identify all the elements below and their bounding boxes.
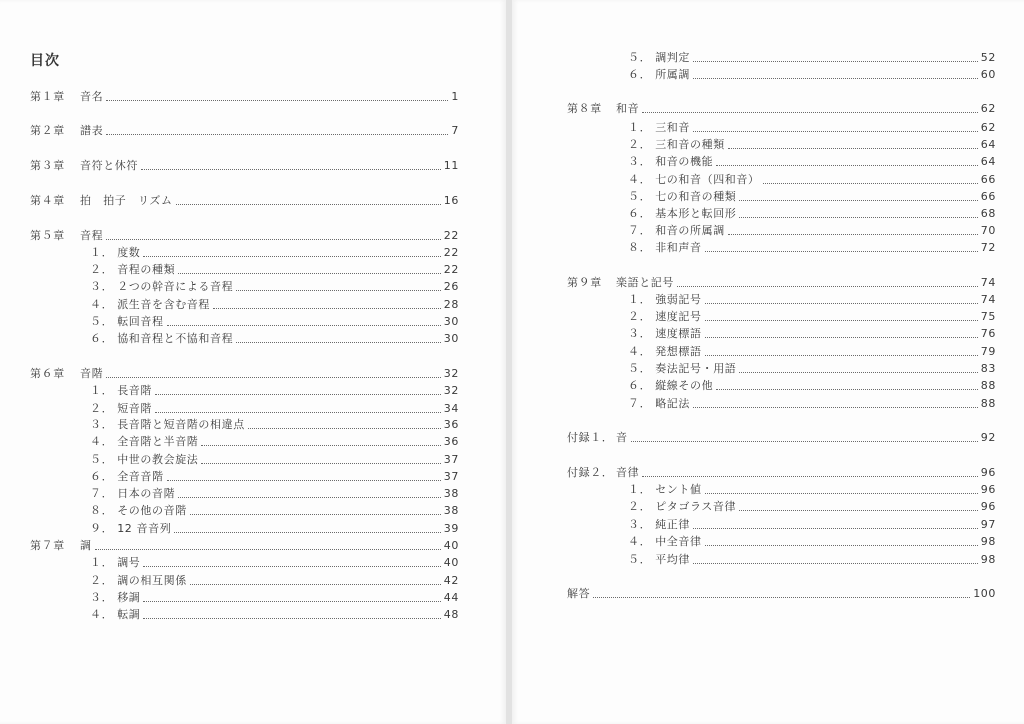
section-number: ２． <box>628 310 652 323</box>
dot-leader <box>705 355 978 356</box>
toc-entry-left-22[interactable] <box>90 556 459 570</box>
dot-leader <box>167 325 441 326</box>
dot-leader <box>739 510 978 511</box>
dot-leader <box>763 183 978 184</box>
section-number: １． <box>628 483 652 496</box>
section-number: ５． <box>90 453 114 466</box>
dot-leader <box>716 389 978 390</box>
chapter-title: 音名 <box>80 90 104 103</box>
section-number: １． <box>628 293 652 306</box>
section-number: ８． <box>628 241 652 254</box>
page-number: 64 <box>980 138 996 151</box>
page-number: 98 <box>980 535 996 548</box>
section-title: 縦線その他 <box>655 379 714 392</box>
dot-leader <box>106 134 448 135</box>
dot-leader <box>642 476 978 477</box>
toc-entry-right-16[interactable] <box>628 362 996 376</box>
section-number: ６． <box>628 379 652 392</box>
chapter-number: 付録１． <box>567 431 614 444</box>
toc-title: 目次 <box>30 53 60 69</box>
toc-entry-right-23[interactable] <box>628 518 996 532</box>
section-title: 12 音音列 <box>117 522 172 535</box>
section-number: ４． <box>90 435 114 448</box>
dot-leader <box>739 200 977 201</box>
section-number: １． <box>90 246 114 259</box>
page-number: 92 <box>980 431 996 444</box>
chapter-title: 拍 拍子 リズム <box>80 194 173 207</box>
dot-leader <box>174 532 441 533</box>
section-title: その他の音階 <box>117 504 187 517</box>
page-number: 66 <box>980 173 996 186</box>
dot-leader <box>705 337 978 338</box>
section-number: ２． <box>628 500 652 513</box>
dot-leader <box>143 601 440 602</box>
section-title: 三和音 <box>655 121 691 134</box>
toc-entry-right-8[interactable] <box>628 207 996 221</box>
section-number: ５． <box>90 315 114 328</box>
dot-leader <box>190 514 441 515</box>
page-number: 30 <box>443 332 459 345</box>
page-number: 96 <box>980 483 996 496</box>
toc-entry-left-6[interactable] <box>90 263 459 277</box>
toc-entry-left-18[interactable] <box>90 487 459 501</box>
chapter-title: 解答 <box>567 587 591 600</box>
chapter-title: 音程 <box>80 229 104 242</box>
dot-leader <box>716 165 978 166</box>
page-number: 22 <box>443 229 459 242</box>
toc-entry-right-21[interactable] <box>628 483 996 497</box>
page-number: 62 <box>980 102 996 115</box>
toc-entry-right-26[interactable] <box>567 587 996 601</box>
toc-entry-right-20[interactable] <box>567 466 996 480</box>
toc-entry-right-14[interactable] <box>628 327 996 341</box>
page-number: 52 <box>980 51 996 64</box>
section-number: ６． <box>90 332 114 345</box>
page-number: 83 <box>980 362 996 375</box>
chapter-number: 第８章 <box>567 102 602 115</box>
toc-entry-right-13[interactable] <box>628 310 996 324</box>
dot-leader <box>106 239 441 240</box>
toc-entry-left-1[interactable] <box>30 124 459 138</box>
dot-leader <box>201 463 440 464</box>
section-number: １． <box>90 556 114 569</box>
page-number: 72 <box>980 241 996 254</box>
right-page <box>512 0 1024 724</box>
toc-entry-left-2[interactable] <box>30 159 459 173</box>
toc-entry-left-23[interactable] <box>90 574 459 588</box>
dot-leader <box>143 256 440 257</box>
chapter-number: 第５章 <box>30 229 65 242</box>
section-number: ７． <box>90 487 114 500</box>
section-title: 奏法記号・用語 <box>655 362 737 375</box>
section-number: ７． <box>628 397 652 410</box>
chapter-number: 第３章 <box>30 159 65 172</box>
chapter-number: 第６章 <box>30 367 65 380</box>
section-title: 所属調 <box>655 68 691 81</box>
chapter-title: 音律 <box>616 466 640 479</box>
section-number: ３． <box>628 518 652 531</box>
page-number: 48 <box>443 608 459 621</box>
section-number: ４． <box>628 535 652 548</box>
section-title: 日本の音階 <box>117 487 176 500</box>
toc-entry-right-19[interactable] <box>567 431 996 445</box>
page-number: 11 <box>443 159 459 172</box>
page-number: 62 <box>980 121 996 134</box>
dot-leader <box>705 545 978 546</box>
dot-leader <box>705 320 978 321</box>
dot-leader <box>143 618 440 619</box>
section-number: ３． <box>90 418 114 431</box>
section-number: ６． <box>628 68 652 81</box>
page-number: 64 <box>980 155 996 168</box>
page-number: 97 <box>980 518 996 531</box>
page-number: 37 <box>443 470 459 483</box>
toc-entry-right-11[interactable] <box>567 276 996 290</box>
dot-leader <box>178 273 441 274</box>
page-number: 32 <box>443 367 459 380</box>
section-title: 長音階 <box>117 384 153 397</box>
section-title: 調号 <box>117 556 141 569</box>
section-number: ６． <box>90 470 114 483</box>
toc-entry-left-12[interactable] <box>90 384 459 398</box>
section-title: 度数 <box>117 246 141 259</box>
toc-entry-right-24[interactable] <box>628 535 996 549</box>
section-number: ４． <box>628 345 652 358</box>
section-number: ５． <box>628 51 652 64</box>
page-number: 76 <box>980 327 996 340</box>
chapter-number: 第９章 <box>567 276 602 289</box>
section-title: 和音の機能 <box>655 155 714 168</box>
dot-leader <box>95 549 441 550</box>
page-number: 70 <box>980 224 996 237</box>
section-number: ９． <box>90 522 114 535</box>
page-number: 16 <box>443 194 459 207</box>
section-title: 調の相互関係 <box>117 574 187 587</box>
toc-entry-left-20[interactable] <box>90 522 459 536</box>
section-number: ２． <box>90 574 114 587</box>
section-title: 速度標語 <box>655 327 702 340</box>
section-title: 基本形と転回形 <box>655 207 737 220</box>
page-number: 74 <box>980 293 996 306</box>
toc-entry-left-25[interactable] <box>90 608 459 622</box>
toc-entry-right-22[interactable] <box>628 500 996 514</box>
section-title: 七の和音（四和音） <box>655 173 760 186</box>
dot-leader <box>155 412 441 413</box>
section-number: １． <box>90 384 114 397</box>
page-number: 88 <box>980 379 996 392</box>
page-number: 40 <box>443 539 459 552</box>
page-number: 60 <box>980 68 996 81</box>
chapter-number: 付録２． <box>567 466 614 479</box>
section-title: 平均律 <box>655 553 691 566</box>
section-number: ４． <box>628 173 652 186</box>
section-title: 協和音程と不協和音程 <box>117 332 234 345</box>
toc-entry-left-8[interactable] <box>90 298 459 312</box>
section-title: 発想標語 <box>655 345 702 358</box>
dot-leader <box>236 342 441 343</box>
dot-leader <box>739 372 977 373</box>
page-number: 39 <box>443 522 459 535</box>
chapter-title: 音階 <box>80 367 104 380</box>
toc-entry-left-24[interactable] <box>90 591 459 605</box>
toc-entry-right-2[interactable] <box>567 102 996 116</box>
section-title: 非和声音 <box>655 241 702 254</box>
toc-entry-right-4[interactable] <box>628 138 996 152</box>
toc-entry-left-14[interactable] <box>90 418 459 432</box>
toc-entry-left-5[interactable] <box>90 246 459 260</box>
page-number: 88 <box>980 397 996 410</box>
section-number: ３． <box>90 280 114 293</box>
toc-entry-right-25[interactable] <box>628 553 996 567</box>
section-title: 全音階と半音階 <box>117 435 199 448</box>
section-number: ８． <box>90 504 114 517</box>
chapter-title: 和音 <box>616 102 640 115</box>
page-number: 38 <box>443 487 459 500</box>
dot-leader <box>693 407 978 408</box>
section-number: ６． <box>628 207 652 220</box>
section-title: 強弱記号 <box>655 293 702 306</box>
toc-entry-right-6[interactable] <box>628 173 996 187</box>
section-number: ２． <box>628 138 652 151</box>
page-number: 40 <box>443 556 459 569</box>
dot-leader <box>236 290 441 291</box>
toc-entry-right-17[interactable] <box>628 379 996 393</box>
section-title: セント値 <box>655 483 702 496</box>
section-number: ７． <box>628 224 652 237</box>
dot-leader <box>213 308 441 309</box>
toc-entry-right-1[interactable] <box>628 68 996 82</box>
section-number: ２． <box>90 263 114 276</box>
dot-leader <box>677 286 978 287</box>
section-title: ２つの幹音による音程 <box>117 280 234 293</box>
section-title: 転回音程 <box>117 315 164 328</box>
dot-leader <box>693 528 978 529</box>
section-number: ２． <box>90 402 114 415</box>
page-number: 30 <box>443 315 459 328</box>
page-number: 1 <box>451 90 459 103</box>
section-title: 和音の所属調 <box>655 224 725 237</box>
section-number: ４． <box>90 298 114 311</box>
section-number: ３． <box>628 155 652 168</box>
page-number: 79 <box>980 345 996 358</box>
toc-entry-left-4[interactable] <box>30 229 459 243</box>
dot-leader <box>155 394 441 395</box>
section-number: ３． <box>628 327 652 340</box>
page-number: 74 <box>980 276 996 289</box>
left-page <box>0 0 506 724</box>
section-title: 音程の種類 <box>117 263 176 276</box>
toc-entry-left-7[interactable] <box>90 280 459 294</box>
chapter-number: 第４章 <box>30 194 65 207</box>
toc-entry-left-11[interactable] <box>30 367 459 381</box>
page-number: 38 <box>443 504 459 517</box>
toc-entry-left-10[interactable] <box>90 332 459 346</box>
toc-entry-left-19[interactable] <box>90 504 459 518</box>
page-number: 98 <box>980 553 996 566</box>
page-number: 44 <box>443 591 459 604</box>
chapter-number: 第２章 <box>30 124 65 137</box>
chapter-number: 第７章 <box>30 539 65 552</box>
dot-leader <box>178 497 441 498</box>
section-title: 速度記号 <box>655 310 702 323</box>
toc-entry-right-5[interactable] <box>628 155 996 169</box>
page-number: 26 <box>443 280 459 293</box>
dot-leader <box>143 566 440 567</box>
page-number: 96 <box>980 500 996 513</box>
dot-leader <box>728 234 978 235</box>
section-number: ４． <box>90 608 114 621</box>
section-title: 七の和音の種類 <box>655 190 737 203</box>
section-title: ピタゴラス音律 <box>655 500 737 513</box>
dot-leader <box>728 148 978 149</box>
section-title: 中世の教会旋法 <box>117 453 199 466</box>
page-number: 22 <box>443 263 459 276</box>
toc-entry-right-3[interactable] <box>628 121 996 135</box>
page-number: 100 <box>973 587 996 600</box>
page-number: 34 <box>443 402 459 415</box>
toc-entry-right-10[interactable] <box>628 241 996 255</box>
toc-entry-right-7[interactable] <box>628 190 996 204</box>
section-title: 略記法 <box>655 397 691 410</box>
dot-leader <box>190 584 441 585</box>
page-number: 36 <box>443 418 459 431</box>
dot-leader <box>201 445 440 446</box>
section-title: 転調 <box>117 608 141 621</box>
dot-leader <box>631 441 978 442</box>
section-title: 移調 <box>117 591 141 604</box>
toc-entry-right-12[interactable] <box>628 293 996 307</box>
page-number: 32 <box>443 384 459 397</box>
toc-entry-left-9[interactable] <box>90 315 459 329</box>
section-number: ５． <box>628 553 652 566</box>
page-number: 75 <box>980 310 996 323</box>
page-number: 37 <box>443 453 459 466</box>
dot-leader <box>693 78 978 79</box>
toc-entry-left-13[interactable] <box>90 402 459 416</box>
toc-entry-right-15[interactable] <box>628 345 996 359</box>
chapter-title: 音 <box>616 431 628 444</box>
chapter-title: 音符と休符 <box>80 159 138 172</box>
page-number: 68 <box>980 207 996 220</box>
dot-leader <box>642 112 978 113</box>
page-number: 42 <box>443 574 459 587</box>
toc-entry-left-16[interactable] <box>90 453 459 467</box>
dot-leader <box>693 563 978 564</box>
dot-leader <box>693 61 978 62</box>
section-title: 派生音を含む音程 <box>117 298 211 311</box>
page-number: 96 <box>980 466 996 479</box>
page-number: 36 <box>443 435 459 448</box>
dot-leader <box>248 428 441 429</box>
dot-leader <box>693 131 978 132</box>
dot-leader <box>176 204 441 205</box>
page-number: 7 <box>451 124 459 137</box>
dot-leader <box>705 251 978 252</box>
chapter-title: 楽語と記号 <box>616 276 674 289</box>
dot-leader <box>705 493 978 494</box>
dot-leader <box>106 100 448 101</box>
dot-leader <box>106 377 441 378</box>
section-title: 純正律 <box>655 518 691 531</box>
dot-leader <box>593 597 970 598</box>
page-number: 66 <box>980 190 996 203</box>
chapter-number: 第１章 <box>30 90 65 103</box>
section-title: 全音音階 <box>117 470 164 483</box>
toc-entry-left-15[interactable] <box>90 435 459 449</box>
chapter-title: 調 <box>80 539 92 552</box>
dot-leader <box>167 480 441 481</box>
toc-entry-left-17[interactable] <box>90 470 459 484</box>
toc-entry-left-3[interactable] <box>30 194 459 208</box>
section-title: 調判定 <box>655 51 691 64</box>
section-title: 三和音の種類 <box>655 138 725 151</box>
section-number: ３． <box>90 591 114 604</box>
dot-leader <box>739 217 977 218</box>
toc-entry-right-18[interactable] <box>628 397 996 411</box>
dot-leader <box>141 169 441 170</box>
toc-entry-left-0[interactable] <box>30 90 459 104</box>
section-number: ５． <box>628 362 652 375</box>
toc-entry-left-21[interactable] <box>30 539 459 553</box>
chapter-title: 譜表 <box>80 124 104 137</box>
toc-entry-right-0[interactable] <box>628 51 996 65</box>
page-number: 28 <box>443 298 459 311</box>
page-number: 22 <box>443 246 459 259</box>
dot-leader <box>705 303 978 304</box>
section-title: 短音階 <box>117 402 153 415</box>
section-title: 長音階と短音階の相違点 <box>117 418 245 431</box>
section-number: ５． <box>628 190 652 203</box>
section-title: 中全音律 <box>655 535 702 548</box>
section-number: １． <box>628 121 652 134</box>
toc-entry-right-9[interactable] <box>628 224 996 238</box>
